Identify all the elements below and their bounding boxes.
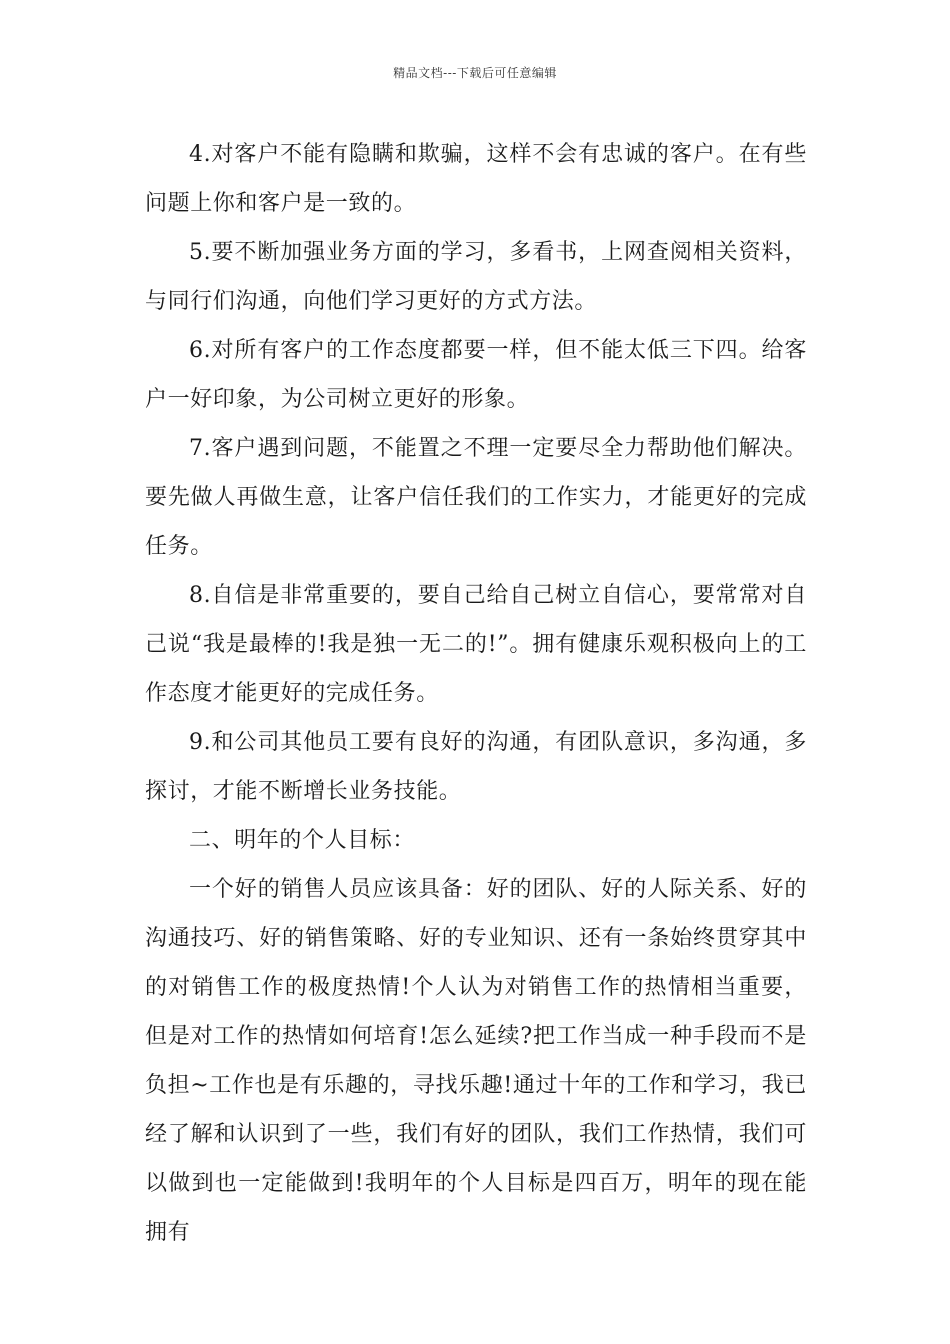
paragraph-item-8: 8.自信是非常重要的，要自己给自己树立自信心，要常常对自己说“我是最棒的!我是独一无二的!”。拥有健康乐观积极向上的工作态度才能更好的完成任务。 (145, 583, 807, 706)
document-body (145, 130, 807, 1257)
section-heading: 二、明年的个人目标： (189, 828, 416, 853)
page-header: 精品文档---下载后可任意编辑 (393, 66, 557, 80)
paragraph-item-5: 5.要不断加强业务方面的学习，多看书，上网查阅相关资料，与同行们沟通，向他们学习更好的方式方法。 (145, 240, 807, 314)
paragraph-item-7: 7.客户遇到问题，不能置之不理一定要尽全力帮助他们解决。要先做人再做生意，让客户信任我们的工作实力，才能更好的完成任务。 (145, 436, 807, 559)
paragraph-goals: 一个好的销售人员应该具备：好的团队、好的人际关系、好的沟通技巧、好的销售策略、好的专业知识、还有一条始终贯穿其中的对销售工作的极度热情!个人认为对销售工作的热情相当重要，但是对工作的热情如何培育!怎么延续?把工作当成一种手段而不是负担~工作也是有乐趣的，寻找乐趣!通过十年的工作和学习，我已经了解和认识到了一些，我们有好的团队，我们工作热情，我们可以做到也一定能做到!我明年的个人目标是四百万，明年的现在能拥有 (145, 877, 807, 1245)
paragraph-item-4: 4.对客户不能有隐瞒和欺骗，这样不会有忠诚的客户。在有些问题上你和客户是一致的。 (145, 142, 807, 216)
paragraph-item-9: 9.和公司其他员工要有良好的沟通，有团队意识，多沟通，多探讨，才能不断增长业务技能。 (145, 730, 807, 804)
paragraph-item-6: 6.对所有客户的工作态度都要一样，但不能太低三下四。给客户一好印象，为公司树立更好的形象。 (145, 338, 807, 412)
